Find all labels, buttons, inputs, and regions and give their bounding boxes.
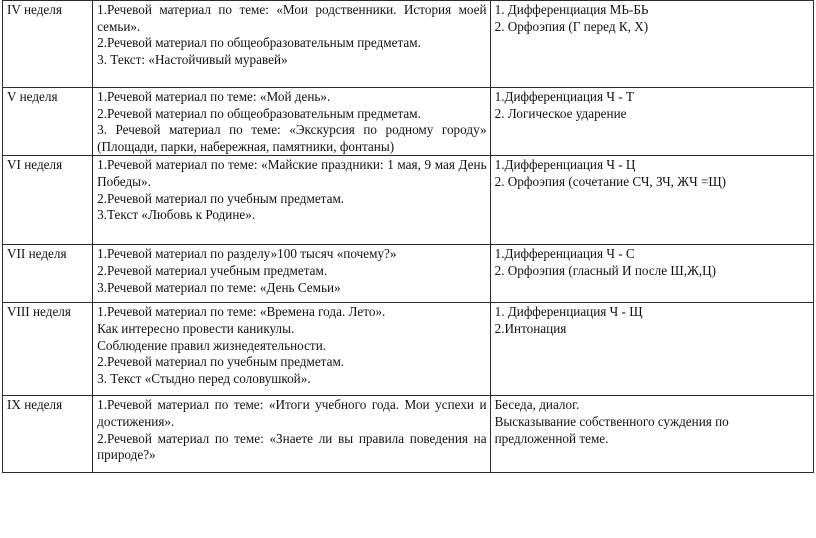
week-label: VII неделя <box>7 246 67 262</box>
speech-item: 1.Речевой материал по теме: «Майские праздники: 1 мая, 9 мая День Победы». <box>97 157 487 189</box>
work-item: 2. Орфоэпия (Г перед К, Х) <box>494 18 649 34</box>
speech-item: 3. Текст: «Настойчивый муравей» <box>97 51 288 67</box>
work-cell <box>490 245 813 303</box>
week-cell <box>3 303 93 396</box>
week-label: V неделя <box>7 89 58 104</box>
speech-item: 2.Речевой материал по теме: «Знаете ли вы правила поведения на природе?» <box>97 430 487 463</box>
speech-item: 3. Речевой материал по теме: «Экскурсия по родному городу» (Площади, парки, набережная, памятники, фонтаны) <box>97 122 487 154</box>
speech-item: 2.Речевой материал по общеобразовательным предметам. <box>97 35 421 51</box>
work-item: 1.Дифференциация Ч - Т <box>494 89 634 104</box>
week-label: IX неделя <box>7 397 63 413</box>
speech-item: 1.Речевой материал по теме: «Итоги учебного года. Мои успехи и достижения». <box>97 397 487 429</box>
speech-material-cell <box>93 1 490 88</box>
speech-material-cell <box>93 245 490 303</box>
week-cell <box>3 245 93 303</box>
speech-item: 2.Речевой материал учебным предметам. <box>97 262 328 278</box>
speech-item: 2.Речевой материал по учебным предметам. <box>97 354 345 370</box>
week-cell <box>3 1 93 88</box>
speech-material-cell <box>93 303 490 396</box>
speech-item: Как интересно провести каникулы. <box>97 320 295 336</box>
work-item: 2. Логическое ударение <box>494 105 627 121</box>
work-cell <box>490 156 813 245</box>
speech-item: 2.Речевой материал по общеобразовательным предметам. <box>97 105 421 121</box>
speech-item: 3.Речевой материал по теме: «День Семьи» <box>97 279 341 295</box>
work-item: 1.Дифференциация Ч - С <box>494 246 635 262</box>
week-cell <box>3 88 93 156</box>
work-item: 2.Интонация <box>494 320 567 336</box>
table-row <box>3 303 814 396</box>
table-row <box>3 88 814 156</box>
table-row <box>3 245 814 303</box>
speech-item: Соблюдение правил жизнедеятельности. <box>97 337 327 353</box>
week-label: IV неделя <box>7 2 62 17</box>
table-row <box>3 1 814 88</box>
work-cell <box>490 1 813 88</box>
table-row <box>3 396 814 473</box>
speech-item: 1.Речевой материал по теме: «Времена года. Лето». <box>97 304 386 320</box>
speech-material-cell <box>93 88 490 156</box>
work-item: 1.Дифференциация Ч - Ц <box>494 157 636 173</box>
lesson-plan-table <box>2 0 814 473</box>
week-cell <box>3 156 93 245</box>
speech-item: 1.Речевой материал по теме: «Мой день». <box>97 89 331 104</box>
work-item: 2. Орфоэпия (сочетание СЧ, ЗЧ, ЖЧ =Щ) <box>494 173 727 189</box>
work-cell <box>490 88 813 156</box>
work-cell <box>490 303 813 396</box>
speech-item: 1.Речевой материал по разделу»100 тысяч «почему?» <box>97 246 397 262</box>
work-cell <box>490 396 813 473</box>
speech-item: 3.Текст «Любовь к Родине». <box>97 207 256 223</box>
speech-item: 3. Текст «Стыдно перед соловушкой». <box>97 370 311 386</box>
work-item: 2. Орфоэпия (гласный И после Ш,Ж,Ц) <box>494 262 717 278</box>
speech-material-cell <box>93 156 490 245</box>
work-item: 1. Дифференциация Ч - Щ <box>494 304 643 320</box>
table-row <box>3 156 814 245</box>
speech-material-cell <box>93 396 490 473</box>
work-item: Высказывание собственного суждения по предложенной теме. <box>494 413 729 446</box>
work-item: 1. Дифференциация МЬ-БЬ <box>494 2 649 17</box>
work-item: Беседа, диалог. <box>494 397 580 413</box>
week-label: VIII неделя <box>7 304 71 320</box>
week-label: VI неделя <box>7 157 63 173</box>
speech-item: 2.Речевой материал по учебным предметам. <box>97 190 345 206</box>
speech-item: 1.Речевой материал по теме: «Мои родственники. История моей семьи». <box>97 2 487 34</box>
week-cell <box>3 396 93 473</box>
